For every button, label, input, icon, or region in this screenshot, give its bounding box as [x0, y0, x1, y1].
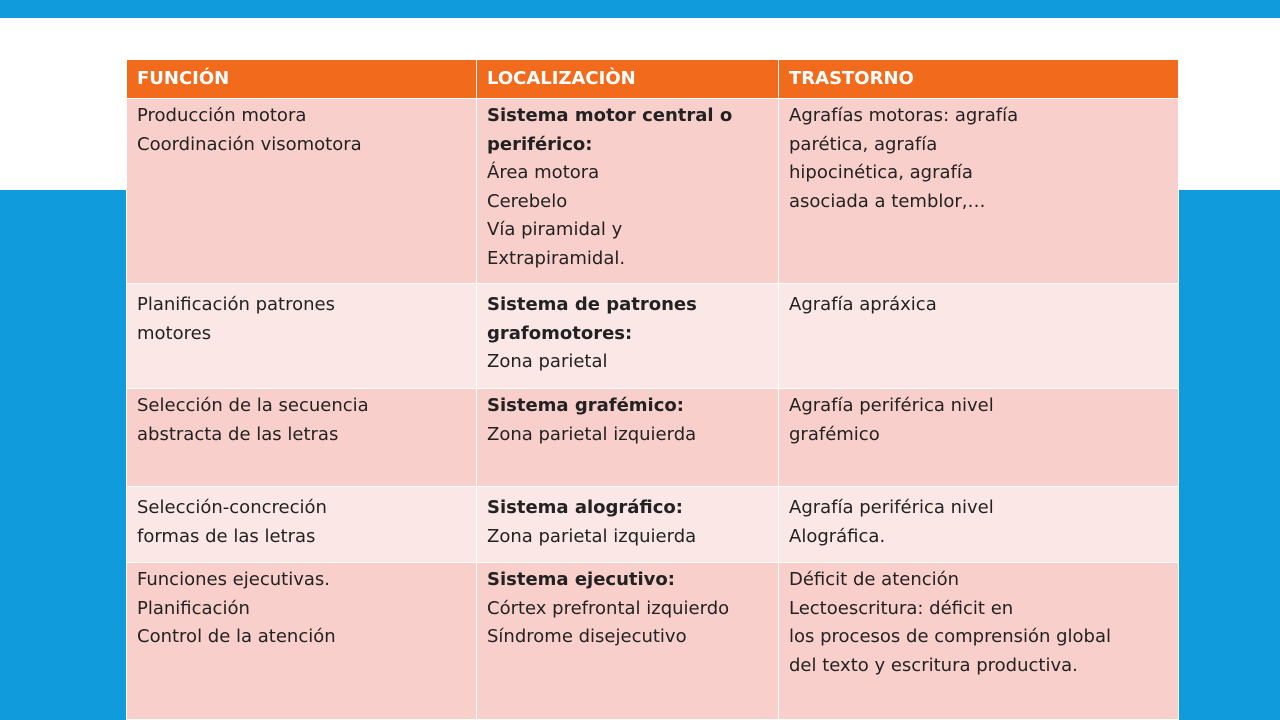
cell-trastorno	[779, 487, 1179, 563]
cell-text: Coordinación visomotora	[137, 133, 362, 155]
cell-text: Extrapiramidal.	[487, 247, 626, 269]
cell-funcion	[127, 284, 477, 389]
cell-text: Selección de la secuencia	[137, 395, 369, 416]
cell-text: motores	[137, 322, 212, 344]
table-header-row	[127, 60, 1179, 99]
cell-text: asociada a temblor,…	[789, 190, 986, 212]
cell-text: Córtex prefrontal izquierdo	[487, 597, 730, 619]
cell-text: grafémico	[789, 423, 880, 445]
cell-text: parética, agrafía	[789, 133, 938, 155]
cell-trastorno	[779, 99, 1179, 284]
cell-text: Producción motora	[137, 105, 307, 126]
cell-funcion	[127, 99, 477, 284]
header-localizacion: LOCALIZACIÒN	[477, 60, 779, 99]
cell-text: Lectoescritura: déficit en	[789, 597, 1014, 619]
header-trastorno: TRASTORNO	[779, 60, 1179, 99]
cell-text: Agrafía periférica nivel	[789, 497, 994, 518]
cell-title: periférico:	[487, 133, 593, 155]
cell-text: Planificación patrones	[137, 294, 335, 315]
cell-text: Planificación	[137, 597, 250, 619]
cell-funcion	[127, 487, 477, 563]
cell-text: Agrafía apráxica	[789, 294, 937, 315]
cell-text: Zona parietal	[487, 351, 608, 372]
top-accent-bar	[0, 0, 1280, 18]
cell-localizacion	[477, 563, 779, 720]
table-row	[127, 487, 1179, 563]
cell-text: Zona parietal izquierda	[487, 423, 697, 445]
cell-text: Selección-concreción	[137, 497, 327, 518]
cell-title: Sistema de patrones	[487, 294, 697, 315]
cell-text: Área motora	[487, 162, 600, 183]
cell-text: hipocinética, agrafía	[789, 162, 973, 183]
cell-text: del texto y escritura productiva.	[789, 654, 1078, 676]
table-row	[127, 389, 1179, 487]
cell-trastorno	[779, 389, 1179, 487]
cell-text: Vía piramidal y	[487, 219, 623, 240]
function-table	[126, 59, 1179, 720]
cell-text: los procesos de comprensión global	[789, 626, 1112, 647]
cell-text: formas de las letras	[137, 525, 316, 547]
cell-localizacion	[477, 99, 779, 284]
cell-text: Alográfica.	[789, 525, 886, 547]
cell-title: grafomotores:	[487, 322, 633, 344]
table-row	[127, 99, 1179, 284]
cell-text: Zona parietal izquierda	[487, 525, 697, 547]
cell-text: Agrafías motoras: agrafía	[789, 105, 1019, 126]
cell-text: Cerebelo	[487, 190, 568, 212]
cell-funcion	[127, 389, 477, 487]
cell-trastorno	[779, 563, 1179, 720]
cell-title: Sistema motor central o	[487, 105, 733, 126]
cell-funcion	[127, 563, 477, 720]
cell-text: abstracta de las letras	[137, 423, 339, 445]
cell-title: Sistema grafémico:	[487, 395, 684, 416]
cell-text: Control de la atención	[137, 626, 336, 647]
header-funcion: FUNCIÓN	[127, 60, 477, 99]
cell-localizacion	[477, 487, 779, 563]
cell-text: Agrafía periférica nivel	[789, 395, 994, 416]
cell-title: Sistema alográfico:	[487, 497, 683, 518]
cell-text: Funciones ejecutivas.	[137, 569, 330, 590]
cell-text: Déficit de atención	[789, 569, 960, 590]
cell-localizacion	[477, 389, 779, 487]
cell-localizacion	[477, 284, 779, 389]
table-row	[127, 563, 1179, 720]
cell-title: Sistema ejecutivo:	[487, 569, 675, 590]
cell-text: Síndrome disejecutivo	[487, 626, 687, 647]
cell-trastorno	[779, 284, 1179, 389]
table-row	[127, 284, 1179, 389]
